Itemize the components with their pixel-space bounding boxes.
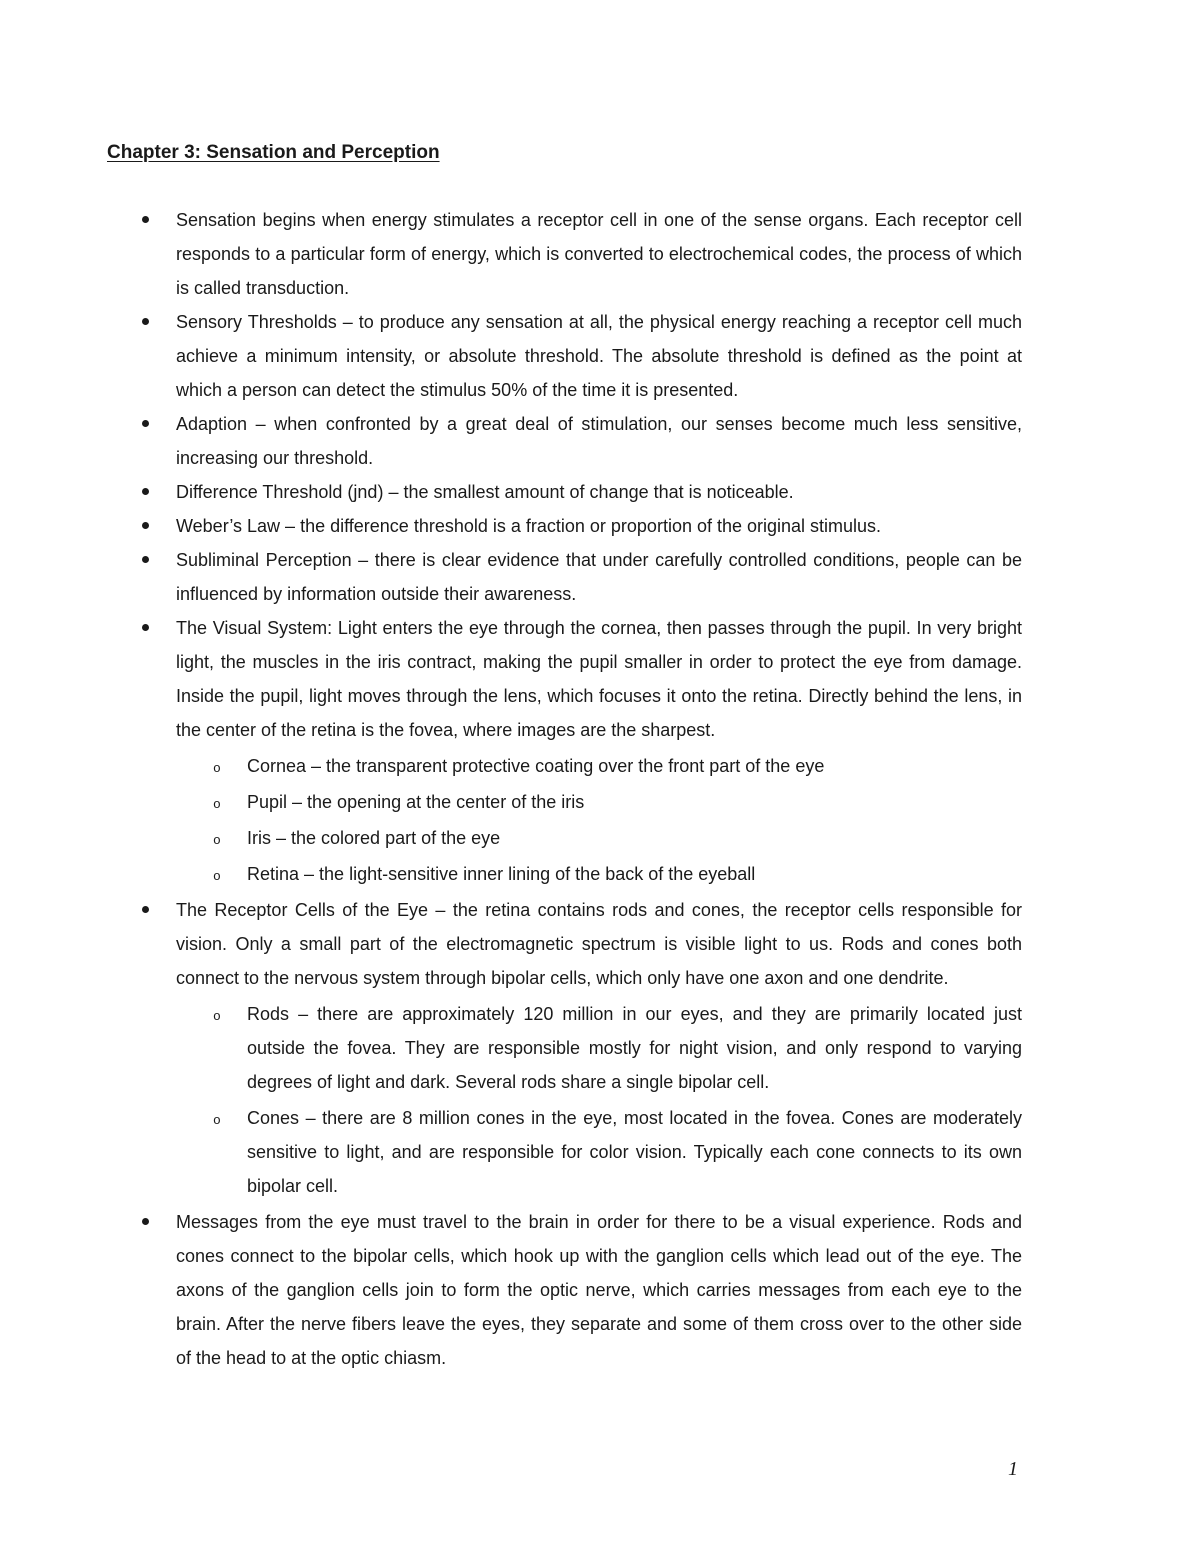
sub-bullet-item bbox=[213, 749, 1022, 783]
bullet-item bbox=[176, 893, 1022, 1203]
bullet-text: Sensory Thresholds – to produce any sensation at all, the physical energy reaching a receptor cell much achieve a minimum intensity, or absolute threshold. The absolute threshold is defined as the point at which a person can detect the stimulus 50% of the time it is presented. bbox=[176, 312, 1022, 400]
bullet-text: Difference Threshold (jnd) – the smallest amount of change that is noticeable. bbox=[176, 482, 794, 502]
bullet-text: Subliminal Perception – there is clear evidence that under carefully controlled conditions, people can be influenced by information outside their awareness. bbox=[176, 550, 1022, 604]
sub-bullet-item bbox=[213, 1101, 1022, 1203]
bullet-item bbox=[176, 203, 1022, 305]
bullet-text: The Visual System: Light enters the eye through the cornea, then passes through the pupil. In very bright light, the muscles in the iris contract, making the pupil smaller in order to protect the eye from damage. Inside the pupil, light moves through the lens, which focuses it onto the retina. Directly behind the lens, in the center of the retina is the fovea, where images are the sharpest. bbox=[176, 618, 1022, 740]
page-number: 1 bbox=[1008, 1458, 1018, 1480]
sub-bullet-list bbox=[213, 749, 1022, 891]
bullet-text: Weber’s Law – the difference threshold is a fraction or proportion of the original stimulus. bbox=[176, 516, 882, 536]
sub-bullet-marker: o bbox=[213, 1113, 221, 1128]
bullet-list bbox=[176, 203, 1022, 1375]
bullet-item bbox=[176, 1205, 1022, 1375]
bullet-item bbox=[176, 611, 1022, 891]
sub-bullet-marker: o bbox=[213, 797, 221, 812]
sub-bullet-item bbox=[213, 785, 1022, 819]
sub-bullet-item bbox=[213, 857, 1022, 891]
sub-bullet-item bbox=[213, 997, 1022, 1099]
sub-bullet-text: Retina – the light-sensitive inner lining of the back of the eyeball bbox=[247, 864, 756, 884]
sub-bullet-list bbox=[213, 997, 1022, 1203]
chapter-title: Chapter 3: Sensation and Perception bbox=[107, 142, 440, 163]
sub-bullet-text: Rods – there are approximately 120 million in our eyes, and they are primarily located just outside the fovea. They are responsible mostly for night vision, and only respond to varying degrees of light and dark. Several rods share a single bipolar cell. bbox=[247, 1004, 1022, 1092]
sub-bullet-marker: o bbox=[213, 869, 221, 884]
bullet-text: Sensation begins when energy stimulates a receptor cell in one of the sense organs. Each receptor cell responds to a particular form of energy, which is converted to electrochemical codes, the process of which is called transduction. bbox=[176, 210, 1022, 298]
bullet-item bbox=[176, 509, 1022, 543]
sub-bullet-text: Iris – the colored part of the eye bbox=[247, 828, 501, 848]
sub-bullet-marker: o bbox=[213, 761, 221, 776]
sub-bullet-marker: o bbox=[213, 1009, 221, 1024]
bullet-item bbox=[176, 543, 1022, 611]
sub-bullet-marker: o bbox=[213, 833, 221, 848]
bullet-text: Messages from the eye must travel to the brain in order for there to be a visual experience. Rods and cones connect to the bipolar cells, which hook up with the ganglion cells which lead out of the eye. The axons of the ganglion cells join to form the optic nerve, which carries messages from each eye to the brain. After the nerve fibers leave the eyes, they separate and some of them cross over to the other side of the head to at the optic chiasm. bbox=[176, 1212, 1022, 1368]
bullet-text: Adaption – when confronted by a great deal of stimulation, our senses become much less sensitive, increasing our threshold. bbox=[176, 414, 1022, 468]
bullet-text: The Receptor Cells of the Eye – the retina contains rods and cones, the receptor cells responsible for vision. Only a small part of the electromagnetic spectrum is visible light to us. Rods and cones both connect to the nervous system through bipolar cells, which only have one axon and one dendrite. bbox=[176, 900, 1022, 988]
sub-bullet-text: Pupil – the opening at the center of the iris bbox=[247, 792, 585, 812]
bullet-item bbox=[176, 475, 1022, 509]
sub-bullet-item bbox=[213, 821, 1022, 855]
bullet-item bbox=[176, 305, 1022, 407]
sub-bullet-text: Cones – there are 8 million cones in the eye, most located in the fovea. Cones are moderately sensitive to light, and are responsible for color vision. Typically each cone connects to its own bipolar cell. bbox=[247, 1108, 1022, 1196]
bullet-item bbox=[176, 407, 1022, 475]
sub-bullet-text: Cornea – the transparent protective coating over the front part of the eye bbox=[247, 756, 825, 776]
